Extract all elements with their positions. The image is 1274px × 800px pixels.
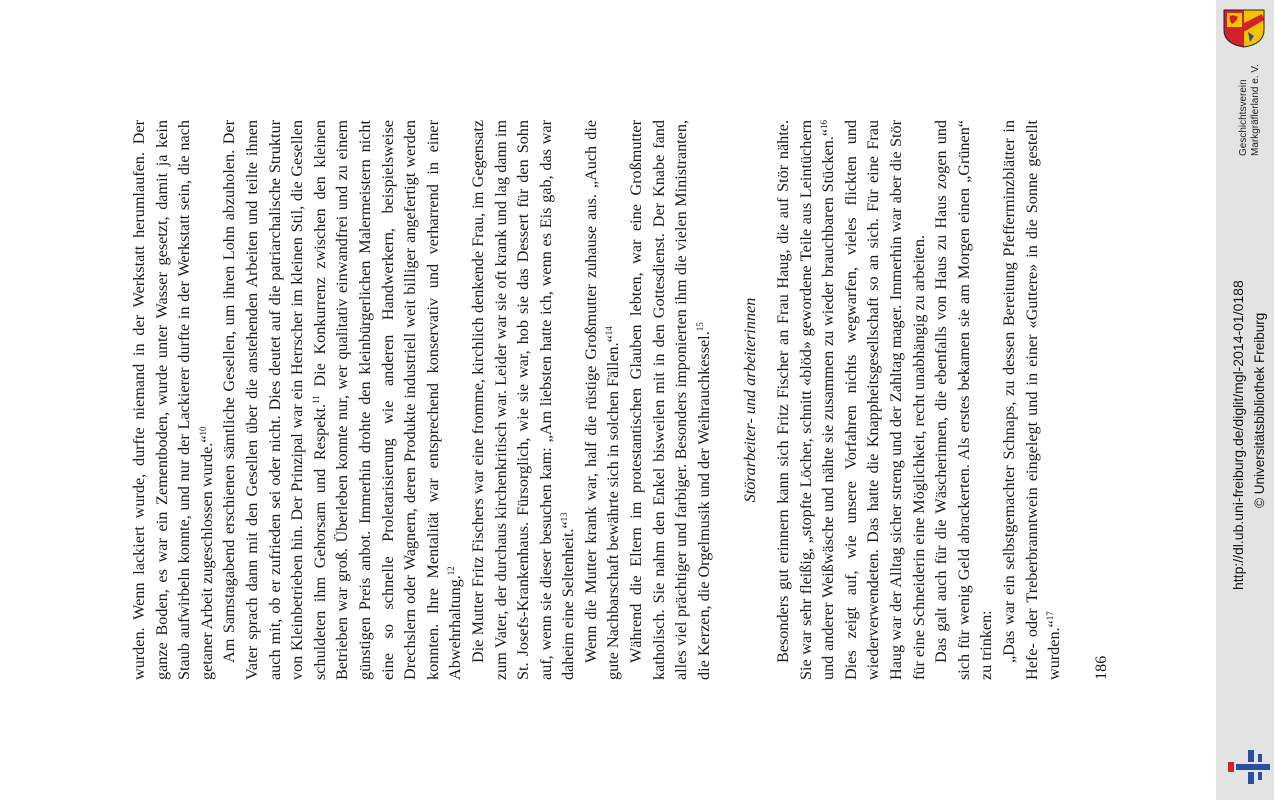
footnote-marker: 12: [446, 566, 457, 576]
society-line2: Markgräflerland e. V.: [1250, 64, 1261, 156]
footnote-marker: 13: [559, 512, 570, 522]
paragraph-text: Die Mutter Fritz Fischers war eine fromme, kirchlich denkende Frau, im Gegensatz zum Vater, der durchaus kirchenkritisch war. Leider war sie oft krank und lag dann im St. Josefs-Krankenhaus. Fürsorglich, wie sie war, hob sie das Dessert für den Sohn auf, wenn sie dieser besuchen kam: „Am liebsten hatte ich, wenn es Eis gab, das war daheim eine Seltenheit.“: [468, 120, 578, 680]
paragraph-text: Das galt auch für die Wäscherinnen, die ebenfalls von Haus zu Haus zogen und sich für wenig Geld abrackerten. Als erstes bekamen sie am Morgen einen „Grünen“ zu trinken:: [932, 120, 996, 680]
footnote-marker: 10: [197, 426, 208, 436]
paragraph-text: Besonders gut erinnern kann sich Fritz Fischer an Frau Haug, die auf Stör nähte. Sie war sehr fleißig, „stopfte Löcher, schnitt «blöd» gewordene Teile aus Leintüchern und anderer Weißwäsche und nähte sie zusammen zu wieder brauchbaren Stücken.“: [774, 120, 838, 680]
section-heading: Störarbeiter- und arbeiterinnen: [741, 297, 759, 503]
paragraph-text: Am Samstagabend erschienen sämtliche Gesellen, um ihren Lohn abzuholen. Der Vater sprach dann mit den Gesellen über die anstehenden Arbeiten und teilte ihnen auch mit, ob er zufrieden sei oder nicht. Dies deutet auf die patriarchalische Struktur von Kleinbetrieben hin. Der Prinzipal war ein Herrscher im kleinen Stil, die Gesellen schuldeten ihm Gehorsam und Respekt.: [220, 120, 329, 680]
page-number: 186: [1092, 655, 1110, 680]
paragraph: [772, 120, 930, 680]
society-line1: Geschichtsverein: [1238, 79, 1249, 156]
ub-freiburg-logo-icon[interactable]: [1226, 744, 1270, 790]
paragraph: [128, 120, 218, 680]
paragraph-text: Dies zeigt auf, wie unsere Vorfahren nichts wegwarfen, vieles flickten und wiederverwendeten. Das hatte die Knappheitsgesellschaft so an sich. Für eine Frau Haug war der Alltag sicher streng und der Zahltag mager. Immerhin war aber die Stör für eine Schneiderin eine Möglichkeit, recht unabhängig zu arbeiten.: [841, 120, 928, 680]
paragraph: [930, 120, 998, 680]
footnote-marker: 15: [694, 322, 705, 332]
paragraph: [580, 120, 625, 680]
paragraph: [467, 120, 580, 680]
source-url-link[interactable]: http://dl.ub.uni-freiburg.de/diglit/mgl-2014-01/0188: [1230, 280, 1246, 590]
paragraph-text: Während die Eltern im protestantischen Glauben lebten, war eine Großmutter katholisch. Sie nahm den Enkel bisweilen mit in den Gottesdienst. Der Knabe fand alles viel prächtiger und farbiger. Besonders imponierten ihm die vielen Ministranten, die Kerzen, die Orgelmusik und der Weihrauchkessel.: [627, 120, 713, 680]
text-column-bottom: [772, 120, 1066, 680]
paragraph-text: „Das war ein selbstgemachter Schnaps, zu dessen Bereitung Pfefferminzblätter in Hefe- oder Treberbranntwein eingelegt und in einer «Guttere» in die Sonne gestellt wurden.“: [999, 120, 1064, 680]
footnote-marker: 17: [1045, 611, 1056, 621]
footnote-marker: 14: [604, 326, 615, 336]
copyright-text: © Universitätsbibliothek Freiburg: [1252, 312, 1267, 508]
paragraph-text: Die Konkurrenz zwischen den kleinen Betrieben war groß. Überleben konnte nur, wer qualitativ einwandfrei und zu einem günstigen Preis anbot. Immerhin drohte den kleinbürgerlichen Malermeistern nicht eine so schnelle Proletarisierung wie anderen Handwerkern, beispielsweise Drechslern oder Wagnern, deren Produkte industriell weit billiger angefertigt werden konnten. Ihre Mentalität war entsprechend konservativ und verharrend in einer Abwehrhaltung.: [310, 120, 465, 680]
paragraph-text: wurden. Wenn lackiert wurde, durfte niemand in der Werkstatt herumlaufen. Der ganze Boden, es war ein Zementboden, wurde unter Wasser gesetzt, damit ja kein Staub aufwirbeln konnte, und nur der Lackierer durfte in der Werkstatt sein, die nach getaner Arbeit zugeschlossen wurde.“: [130, 120, 216, 680]
paragraph: [218, 120, 467, 680]
footnote-marker: 11: [310, 395, 321, 404]
paragraph-text: Wenn die Mutter krank war, half die rüstige Großmutter zuhause aus. „Auch die gute Nachbarschaft bewährte sich in solchen Fällen.“: [581, 120, 623, 680]
paragraph: [625, 120, 715, 680]
text-column-top: [128, 120, 715, 680]
paragraph: [998, 120, 1066, 680]
footnote-marker: 16: [819, 120, 830, 129]
